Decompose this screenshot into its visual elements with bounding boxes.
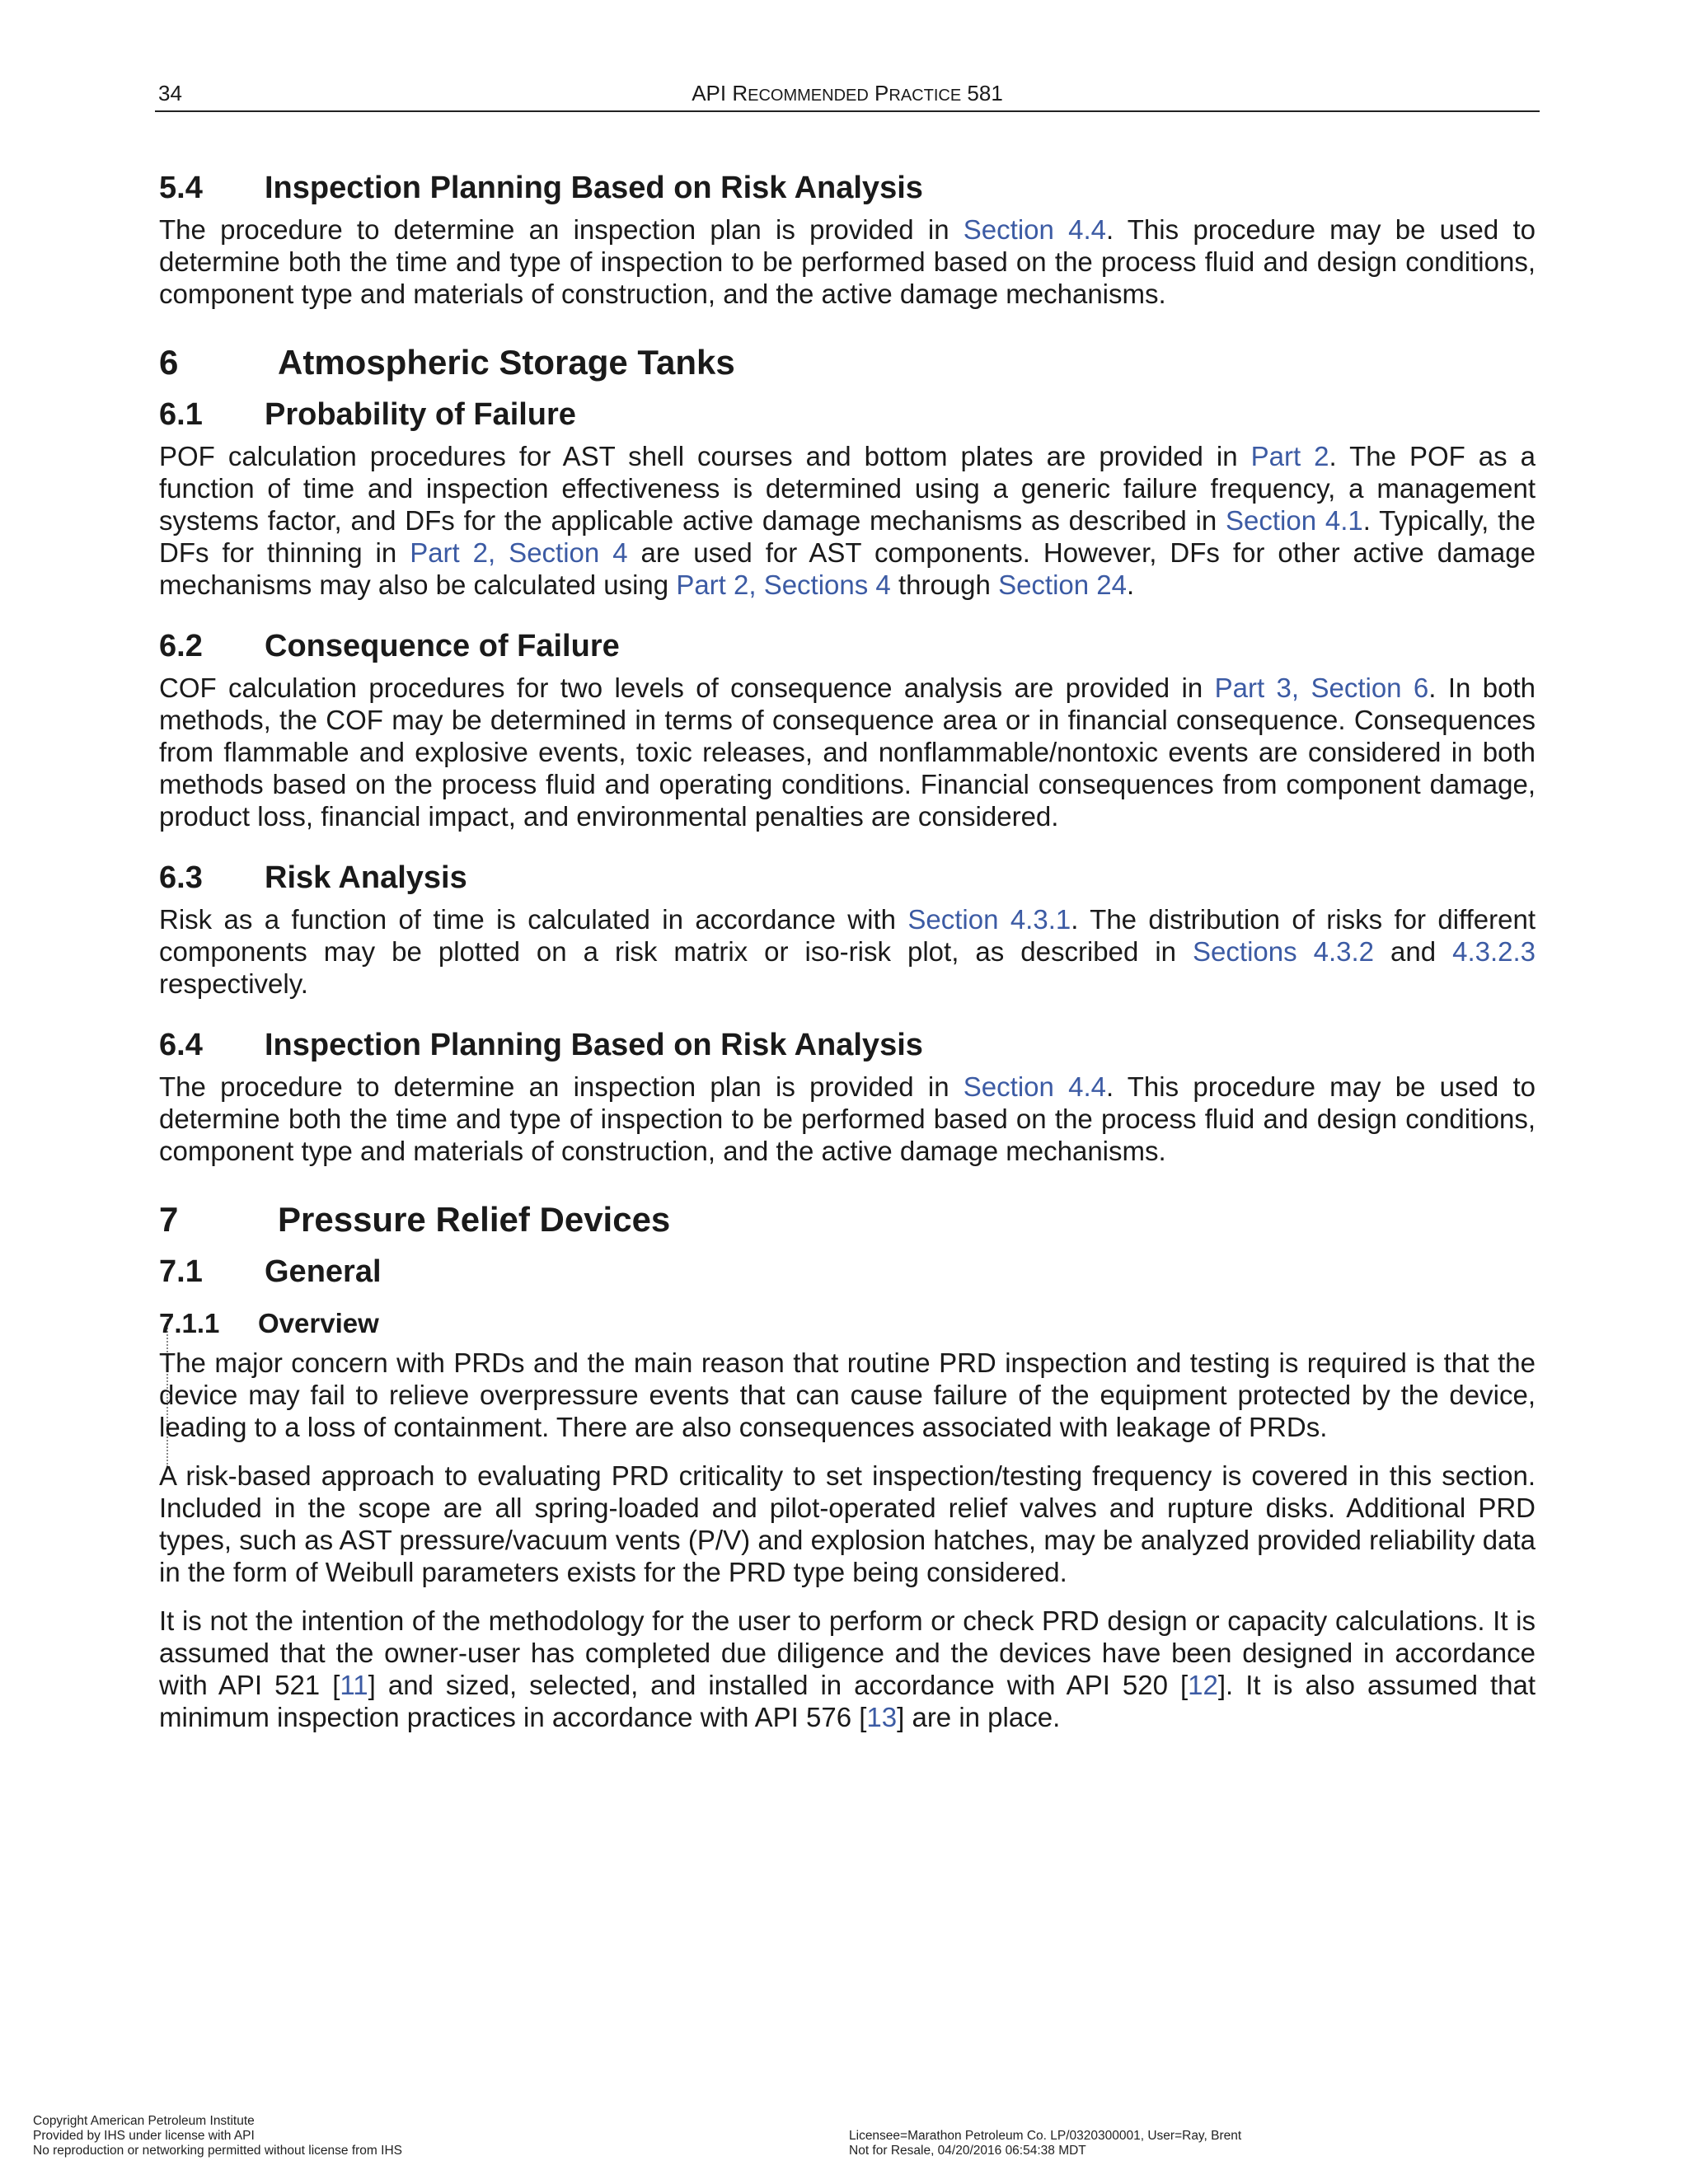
page-header — [155, 81, 1540, 112]
link-section-4-3-1[interactable]: Section 4.3.1 — [907, 904, 1071, 935]
link-part-2-section-4[interactable]: Part 2, Section 4 — [410, 537, 628, 568]
heading-6-1: 6.1 Probability of Failure — [159, 397, 576, 432]
link-part-2-sections-4[interactable]: Part 2, Sections 4 — [676, 569, 891, 600]
paragraph-6-2: COF calculation procedures for two levels of consequence analysis are provided in Part 3, Section 6. In both methods, the COF may be determined in terms of consequence area or in financial consequence. Consequences from flammable and explosive events, toxic releases, and nonflammable/nontoxic events are considered in both methods based on the process fluid and operating conditions. Financial consequences from component damage, product loss, financial impact, and environmental penalties are considered. — [159, 673, 1536, 832]
paragraph-5-4: The procedure to determine an inspection plan is provided in Section 4.4. This procedure may be used to determine both the time and type of inspection to be performed based on the process fluid and design conditions, component type and materials of construction, and the active damage mechanisms. — [159, 214, 1536, 309]
heading-7-1-1: 7.1.1 Overview — [159, 1308, 379, 1338]
running-title: API RECOMMENDED PRACTICE 581 — [692, 81, 1003, 105]
paragraph-6-1: POF calculation procedures for AST shell courses and bottom plates are provided in Part 2. The POF as a function of time and inspection effectiveness is determined using a generic failure frequency, a management systems factor, and DFs for the applicable active damage mechanisms as described in Section 4.1. Typically, the DFs for thinning in Part 2, Section 4 are used for AST components. However, DFs for other active damage mechanisms may also be calculated using Part 2, Sections 4 through Section 24. — [159, 441, 1536, 600]
footer-copyright: Copyright American Petroleum Institute Provided by IHS under license with API No reproduction or networking permitted without license from IHS — [33, 2114, 402, 2158]
link-section-24[interactable]: Section 24 — [998, 569, 1128, 600]
link-ref-11[interactable]: 11 — [340, 1670, 368, 1700]
heading-5-4: 5.4 Inspection Planning Based on Risk Analysis — [159, 171, 923, 205]
heading-6-2: 6.2 Consequence of Failure — [159, 629, 620, 663]
page-number: 34 — [158, 81, 182, 105]
heading-7-1: 7.1 General — [159, 1254, 382, 1289]
paragraph-7-1-1-a: The major concern with PRDs and the main reason that routine PRD inspection and testing is required is that the device may fail to relieve overpressure events that can cause failure of the equipment protected by the device, leading to a loss of containment. There are also consequences associated with leakage of PRDs. — [159, 1347, 1536, 1442]
heading-6-4: 6.4 Inspection Planning Based on Risk Analysis — [159, 1028, 923, 1062]
link-section-4-4[interactable]: Section 4.4 — [963, 214, 1106, 245]
document-body — [159, 169, 1536, 1733]
paragraph-7-1-1-b: A risk-based approach to evaluating PRD criticality to set inspection/testing frequency is covered in this section. Included in the scope are all spring-loaded and pilot-operated relief valves and rupture disks. Additional PRD types, such as AST pressure/vacuum vents (P/V) and explosion hatches, may be analyzed provided reliability data in the form of Weibull parameters exists for the PRD type being considered. — [159, 1460, 1536, 1587]
link-ref-12[interactable]: 12 — [1188, 1670, 1218, 1700]
link-section-4-1[interactable]: Section 4.1 — [1225, 505, 1363, 536]
paragraph-6-4: The procedure to determine an inspection plan is provided in Section 4.4. This procedure may be used to determine both the time and type of inspection to be performed based on the process fluid and design conditions, component type and materials of construction, and the active damage mechanisms. — [159, 1071, 1536, 1166]
footer-license: Licensee=Marathon Petroleum Co. LP/0320300001, User=Ray, Brent Not for Resale, 04/20/2016 06:54:38 MDT — [849, 2129, 1242, 2158]
link-section-4-4-b[interactable]: Section 4.4 — [963, 1071, 1106, 1102]
heading-6: 6 Atmospheric Storage Tanks — [159, 343, 735, 382]
paragraph-6-3: Risk as a function of time is calculated in accordance with Section 4.3.1. The distribution of risks for different components may be plotted on a risk matrix or iso-risk plot, as described in Sections 4.3.2 and 4.3.2.3 respectively. — [159, 904, 1536, 999]
link-section-4-3-2-3[interactable]: 4.3.2.3 — [1452, 936, 1536, 967]
link-part-3-section-6[interactable]: Part 3, Section 6 — [1214, 673, 1429, 703]
link-sections-4-3-2[interactable]: Sections 4.3.2 — [1193, 936, 1375, 967]
heading-7: 7 Pressure Relief Devices — [159, 1200, 671, 1239]
paragraph-7-1-1-c: It is not the intention of the methodology for the user to perform or check PRD design or capacity calculations. It is assumed that the owner-user has completed due diligence and the devices have been designed in accordance with API 521 [11] and sized, selected, and installed in accordance with API 520 [12]. It is also assumed that minimum inspection practices in accordance with API 576 [13] are in place. — [159, 1605, 1536, 1732]
heading-6-3: 6.3 Risk Analysis — [159, 860, 467, 895]
link-part-2[interactable]: Part 2 — [1250, 441, 1329, 471]
link-ref-13[interactable]: 13 — [866, 1702, 898, 1732]
